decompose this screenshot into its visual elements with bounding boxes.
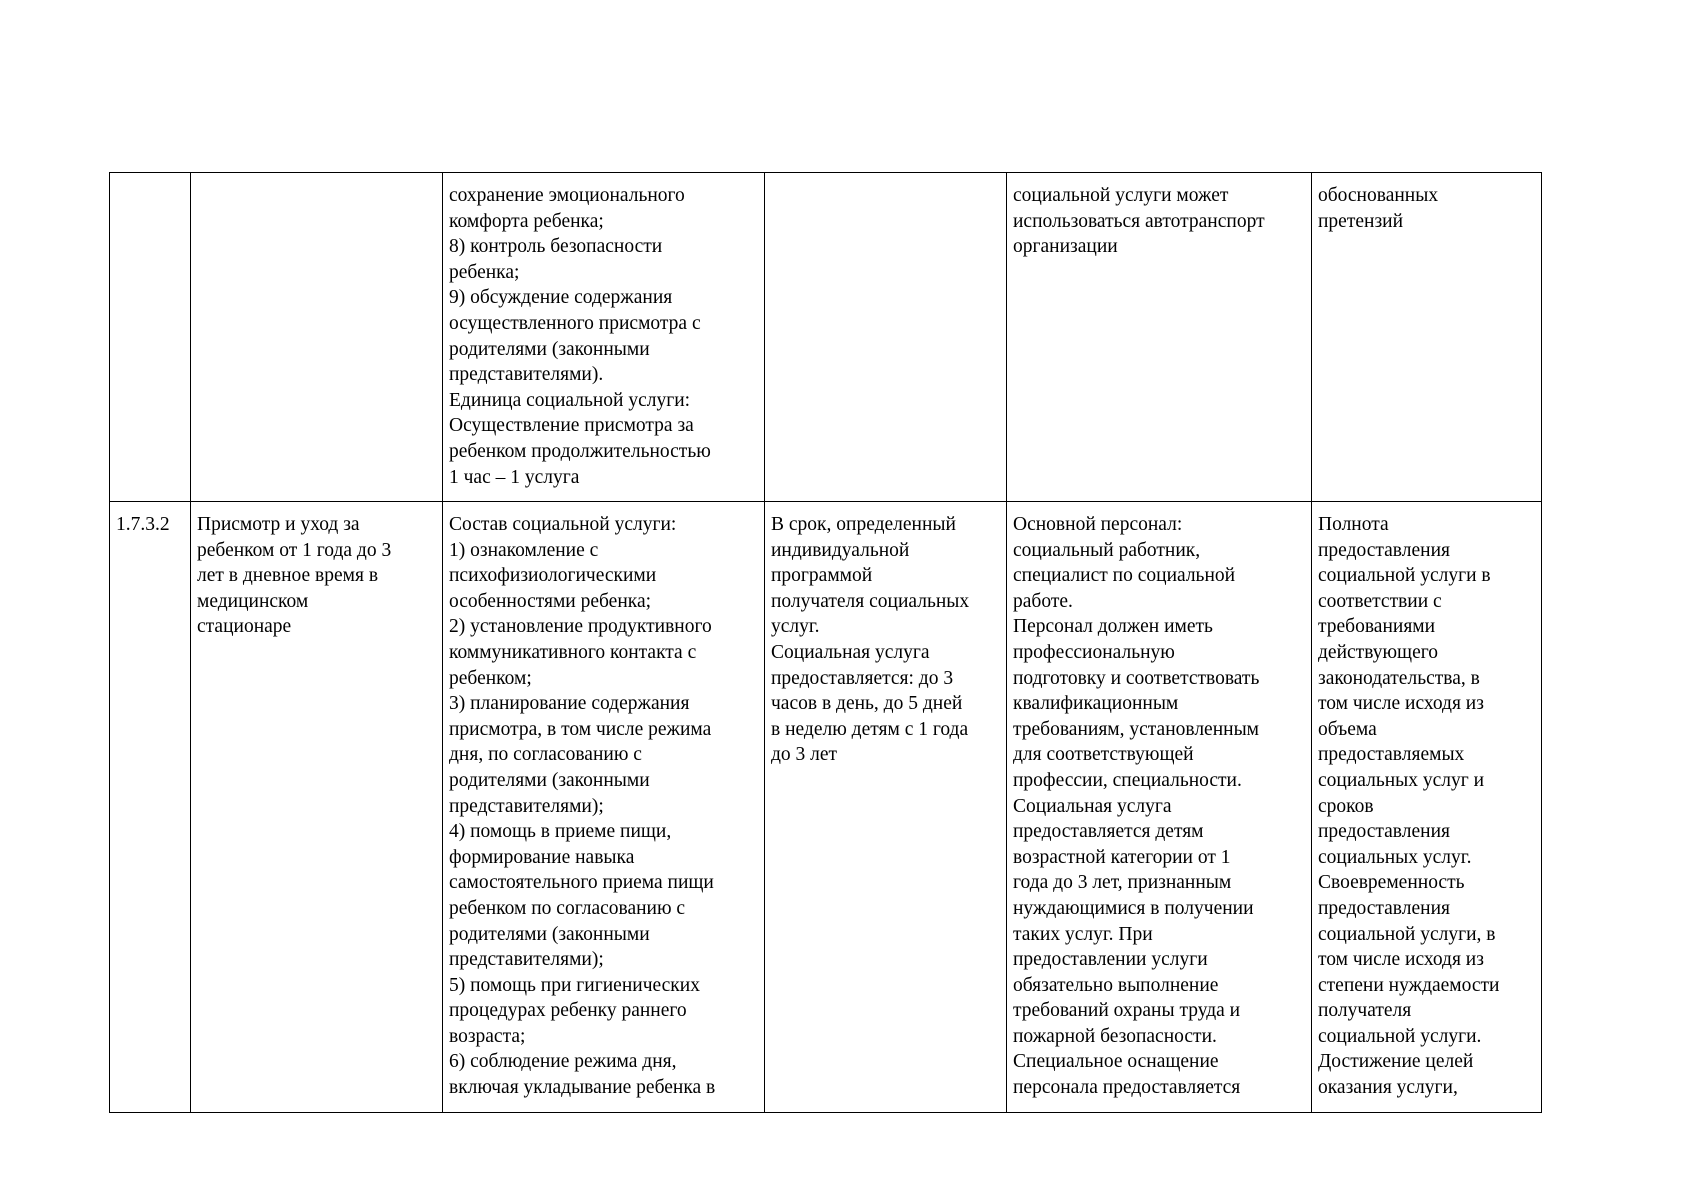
cell-text-line: 9) обсуждение содержания [449, 287, 673, 309]
cell-text-line: оказания услуги, [1318, 1077, 1458, 1099]
cell-text-line: том числе исходя из [1318, 693, 1484, 715]
cell-text-line: формирование навыка [449, 846, 635, 868]
cell-text-line: программой [771, 565, 873, 587]
cell-text-line: Социальная услуга [1013, 795, 1172, 817]
table-row [110, 502, 1542, 1113]
cell-text-line: Полнота [1318, 514, 1389, 535]
cell-text-line: 4) помощь в приеме пищи, [449, 821, 672, 843]
cell-text-line: нуждающимися в получении [1013, 897, 1254, 919]
cell-text-line: использоваться автотранспорт [1013, 210, 1265, 232]
cell-text-line: 2) установление продуктивного [449, 616, 712, 638]
cell-text-line: предоставляется детям [1013, 821, 1204, 843]
cell-text-line: социальный работник, [1013, 539, 1201, 561]
cell-text-line: процедурах ребенку раннего [449, 1000, 687, 1022]
cell-text-line: 3) планирование содержания [449, 693, 690, 715]
cell-text-line: объема [1318, 718, 1377, 740]
cell-text-line: до 3 лет [771, 744, 838, 766]
cell-text-line: года до 3 лет, признанным [1013, 872, 1232, 894]
cell-text-line: персонала предоставляется [1013, 1077, 1241, 1099]
cell-text-line: сохранение эмоционального [449, 185, 685, 206]
cell-text-line: Осуществление присмотра за [449, 415, 694, 437]
service-name-cell [191, 173, 443, 502]
service-number-cell: 1.7.3.2 [110, 502, 191, 1113]
cell-text-line: пожарной безопасности. [1013, 1025, 1217, 1047]
cell-text-line: таких услуг. При [1013, 923, 1153, 945]
cell-text-line: профессиональную [1013, 641, 1175, 663]
cell-text-line: психофизиологическими [449, 565, 657, 587]
cell-text-line: самостоятельного приема пищи [449, 872, 714, 894]
service-name-cell [191, 502, 443, 1113]
cell-text-line: 5) помощь при гигиенических [449, 974, 700, 996]
cell-text-line: ребенком от 1 года до 3 [197, 539, 392, 561]
service-terms-cell [765, 502, 1007, 1113]
cell-text-line: социальных услуг. [1318, 846, 1472, 868]
cell-text-line: В срок, определенный [771, 514, 956, 535]
cell-text-line: ребенком продолжительностью [449, 440, 711, 462]
cell-text-line: представителями); [449, 795, 604, 817]
cell-text-line: претензий [1318, 210, 1404, 232]
cell-text-line: представителями); [449, 949, 604, 971]
cell-text-line: предоставлении услуги [1013, 949, 1208, 971]
cell-text-line: 1 час – 1 услуга [449, 466, 580, 488]
cell-text-line: том числе исходя из [1318, 949, 1484, 971]
service-indicators-cell [1312, 173, 1542, 502]
cell-text-line: 8) контроль безопасности [449, 236, 663, 258]
cell-text-line: индивидуальной [771, 539, 910, 561]
cell-text-line: социальной услуги, в [1318, 923, 1496, 945]
cell-text-line: социальной услуги может [1013, 185, 1229, 206]
service-composition-cell [443, 173, 765, 502]
cell-text-line: получателя [1318, 1000, 1412, 1022]
service-composition-cell [443, 502, 765, 1113]
cell-text-line: сроков [1318, 795, 1374, 817]
cell-text-line: соответствии с [1318, 590, 1442, 612]
cell-text-line: коммуникативного контакта с [449, 641, 697, 663]
cell-text-line: для соответствующей [1013, 744, 1194, 766]
cell-text-line: специалист по социальной [1013, 565, 1236, 587]
cell-text-line: социальных услуг и [1318, 769, 1485, 791]
cell-text-line: обоснованных [1318, 185, 1439, 206]
cell-text-line: профессии, специальности. [1013, 769, 1242, 791]
cell-text-line: родителями (законными [449, 338, 650, 360]
cell-text-line: 1) ознакомление с [449, 539, 599, 561]
cell-text-line: получателя социальных [771, 590, 970, 612]
cell-text-line: организации [1013, 236, 1118, 258]
cell-text-line: действующего [1318, 641, 1438, 663]
cell-text-line: часов в день, до 5 дней [771, 693, 963, 715]
cell-text-line: Присмотр и уход за [197, 514, 360, 535]
cell-text-line: включая укладывание ребенка в [449, 1077, 716, 1099]
cell-text-line: степени нуждаемости [1318, 974, 1500, 996]
service-number-cell [110, 173, 191, 502]
cell-text-line: в неделю детям с 1 года [771, 718, 969, 740]
cell-text-line: требованиям, установленным [1013, 718, 1260, 740]
cell-text-line: возраста; [449, 1025, 526, 1047]
cell-text-line: комфорта ребенка; [449, 210, 604, 232]
cell-text-line: ребенка; [449, 261, 520, 283]
service-terms-cell [765, 173, 1007, 502]
cell-text-line: социальной услуги. [1318, 1025, 1482, 1047]
cell-text-line: предоставления [1318, 539, 1450, 561]
cell-text-line: Специальное оснащение [1013, 1051, 1219, 1073]
cell-text-line: 6) соблюдение режима дня, [449, 1051, 677, 1073]
service-indicators-cell [1312, 502, 1542, 1113]
services-table [109, 172, 1542, 1113]
cell-text-line: Персонал должен иметь [1013, 616, 1213, 638]
cell-text-line: особенностями ребенка; [449, 590, 652, 612]
cell-text-line: работе. [1013, 590, 1073, 612]
cell-text-line: родителями (законными [449, 923, 650, 945]
cell-text-line: присмотра, в том числе режима [449, 718, 712, 740]
cell-text-line: стационаре [197, 616, 292, 638]
cell-text-line: предоставления [1318, 821, 1450, 843]
service-conditions-cell [1007, 502, 1312, 1113]
cell-text-line: законодательства, в [1318, 667, 1480, 689]
cell-text-line: Основной персонал: [1013, 514, 1183, 535]
cell-text-line: ребенком; [449, 667, 532, 689]
cell-text-line: Единица социальной услуги: [449, 389, 691, 411]
service-conditions-cell [1007, 173, 1312, 502]
table-row [110, 173, 1542, 502]
cell-text-line: подготовку и соответствовать [1013, 667, 1260, 689]
cell-text-line: родителями (законными [449, 769, 650, 791]
cell-text-line: социальной услуги в [1318, 565, 1491, 587]
cell-text-line: Состав социальной услуги: [449, 514, 677, 535]
cell-text-line: медицинском [197, 590, 309, 612]
cell-text-line: требованиями [1318, 616, 1436, 638]
cell-text-line: возрастной категории от 1 [1013, 846, 1231, 868]
cell-text-line: дня, по согласованию с [449, 744, 642, 766]
cell-text-line: предоставляемых [1318, 744, 1465, 766]
cell-text-line: ребенком по согласованию с [449, 897, 686, 919]
cell-text-line: Своевременность [1318, 872, 1465, 894]
cell-text-line: предоставления [1318, 897, 1450, 919]
cell-text-line: предоставляется: до 3 [771, 667, 954, 689]
cell-text-line: квалификационным [1013, 693, 1179, 715]
cell-text-line: Социальная услуга [771, 641, 930, 663]
cell-text-line: требований охраны труда и [1013, 1000, 1241, 1022]
cell-text-line: услуг. [771, 616, 820, 638]
cell-text-line: лет в дневное время в [197, 565, 379, 587]
cell-text-line: обязательно выполнение [1013, 974, 1219, 996]
cell-text-line: осуществленного присмотра с [449, 312, 701, 334]
cell-text-line: Достижение целей [1318, 1051, 1474, 1073]
cell-text-line: представителями). [449, 364, 604, 386]
